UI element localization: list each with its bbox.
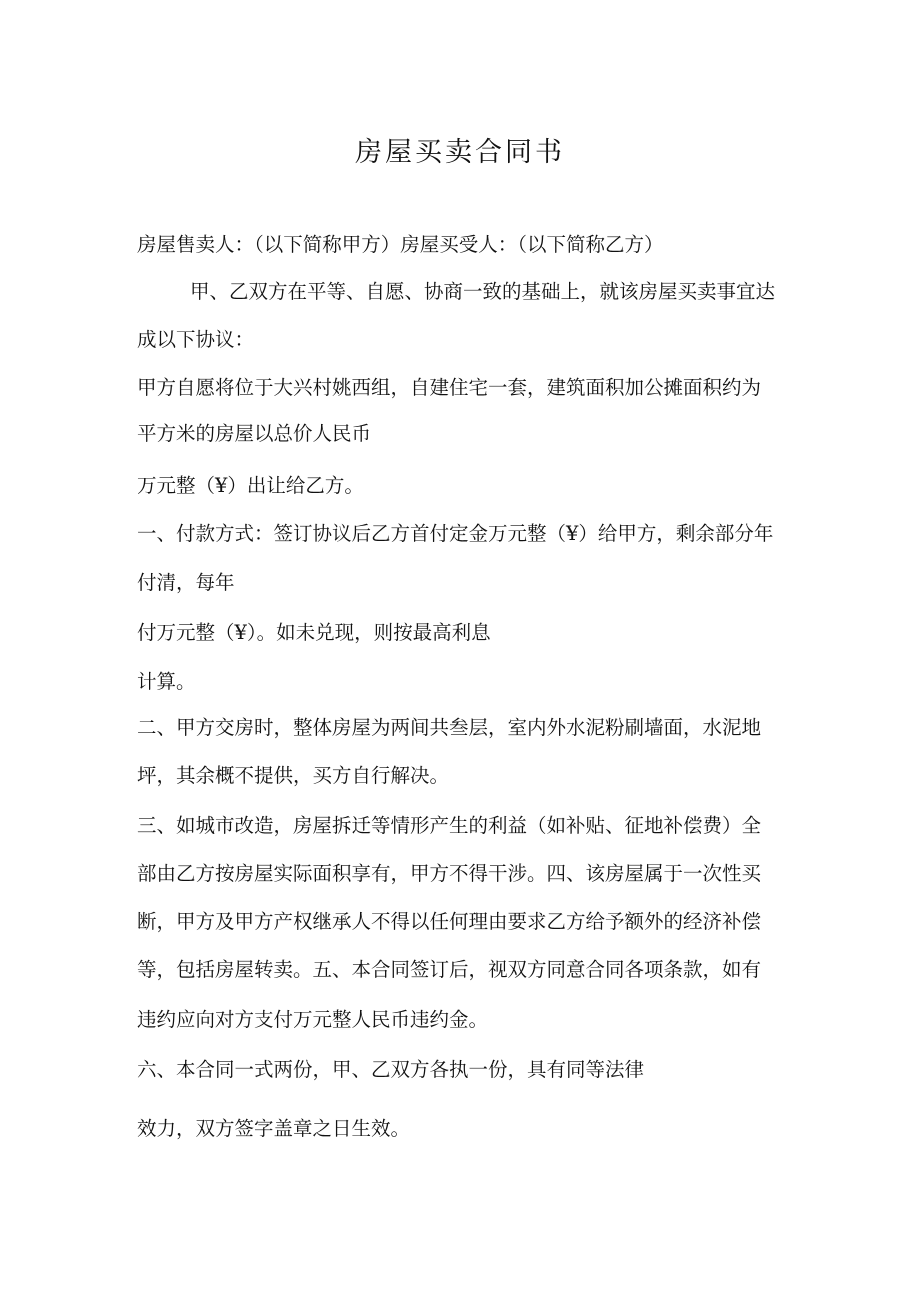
clause-1-line-2: 付清，每年 (137, 571, 235, 594)
document-title: 房屋买卖合同书 (355, 137, 565, 168)
clause-3-line-1: 三、如城市改造，房屋拆迁等情形产生的利益（如补贴、征地补偿费）全 (137, 814, 762, 837)
property-line-1: 甲方自愿将位于大兴村姚西组，自建住宅一套，建筑面积加公摊面积约为 (137, 376, 762, 399)
clause-6-line-2: 效力，双方签字盖章之日生效。 (137, 1117, 411, 1140)
parties-line: 房屋售卖人：（以下简称甲方）房屋买受人：（以下简称乙方） (137, 233, 664, 256)
clause-6-line-1: 六、本合同一式两份，甲、乙双方各执一份，具有同等法律 (137, 1058, 645, 1081)
preamble-line-2: 成以下协议： (137, 328, 255, 351)
clause-3-line-3: 断，甲方及甲方产权继承人不得以任何理由要求乙方给予额外的经济补偿 (137, 910, 762, 933)
clause-3-line-2: 部由乙方按房屋实际面积享有，甲方不得干涉。四、该房屋属于一次性买 (137, 862, 762, 885)
property-line-2: 平方米的房屋以总价人民币 (137, 422, 372, 445)
clause-1-line-1: 一、付款方式：签订协议后乙方首付定金万元整（¥）给甲方，剩余部分年 (137, 522, 774, 545)
clause-3-line-5: 违约应向对方支付万元整人民币违约金。 (137, 1008, 489, 1031)
clause-2-line-2: 坪，其余概不提供，买方自行解决。 (137, 764, 450, 787)
clause-1-line-4: 计算。 (137, 670, 196, 693)
preamble-line-1: 甲、乙双方在平等、自愿、协商一致的基础上，就该房屋买卖事宜达 (190, 280, 776, 303)
clause-1-line-3: 付万元整（¥）。如未兑现，则按最高利息 (137, 621, 491, 644)
clause-3-line-4: 等，包括房屋转卖。五、本合同签订后，视双方同意合同各项条款，如有 (137, 958, 762, 981)
property-line-3: 万元整（¥）出让给乙方。 (137, 474, 364, 497)
clause-2-line-1: 二、甲方交房时，整体房屋为两间共叁层，室内外水泥粉刷墙面，水泥地 (137, 716, 762, 739)
